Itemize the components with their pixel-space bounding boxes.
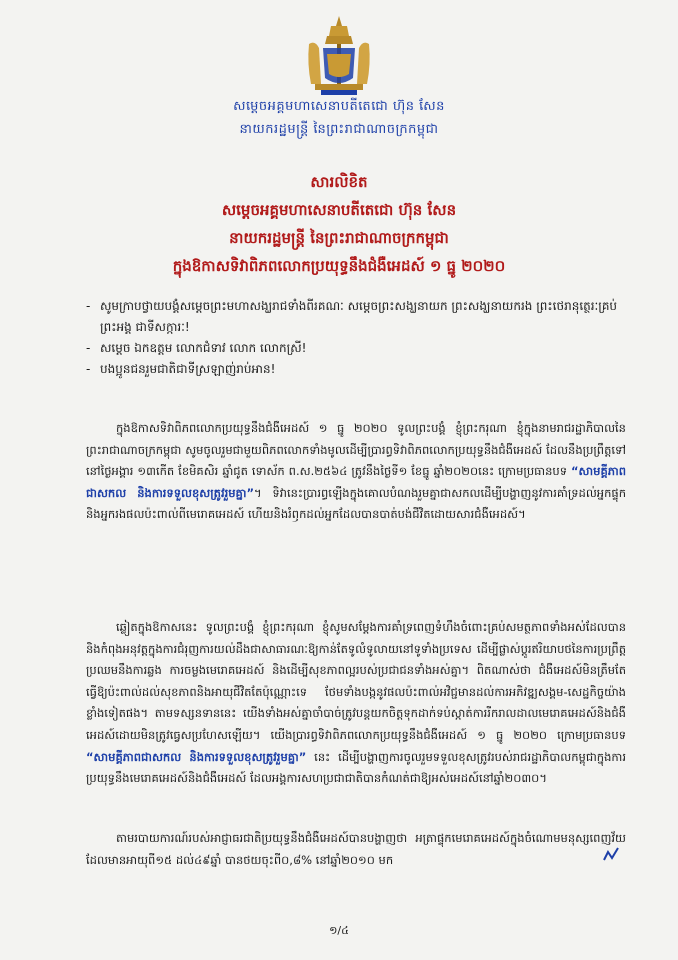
greeting-text: សូមក្រាបថ្វាយបង្គំសម្តេចព្រះមហាសង្ឃរាជទាំងពីរគណៈ សម្តេចព្រះសង្ឃនាយក ព្រះសង្ឃនាយករង ព្រះថេរានុត្ថេរៈគ្រប់ព្រះអង្គ ជាទីសក្ការៈ!	[100, 299, 618, 334]
author-title-header: នាយករដ្ឋមន្ត្រី នៃព្រះរាជាណាចក្រកម្ពុជា	[239, 122, 439, 137]
greeting-text: បងប្អូនជនរួមជាតិជាទីស្រឡាញ់រាប់អាន!	[100, 362, 276, 376]
greeting-item	[86, 296, 626, 338]
paragraph-1	[86, 418, 626, 526]
greeting-bullet: -	[86, 299, 91, 313]
letter-title	[0, 168, 678, 280]
paragraph-3-text: តាមរបាយការណ៍របស់អាជ្ញាធរជាតិប្រយុទ្ធនឹងជំងឺអេដស៍បានបង្ហាញថា អត្រាផ្ទុកមេរោគអេដស៍ក្នុងចំណោមមនុស្សពេញវ័យ ដែលមានអាយុពី១៥ ដល់៤៩ឆ្នាំ បានថយចុះពី០,៨% នៅឆ្នាំ២០១០ មក	[86, 831, 626, 867]
greeting-item	[86, 359, 626, 380]
paragraph-1-text-b: ។ ទិវានេះប្រារព្ធឡើងក្នុងគោលបំណងរួមគ្នាជាសកលដើម្បីបង្ហាញនូវការគាំទ្រដល់អ្នកផ្ទុកនិងអ្នករងផលប៉ះពាល់ពីមេរោគអេដស៍ ហើយនិងរំឭកដល់អ្នកដែលបានបាត់បង់ជីវិតដោយសារជំងឺអេដស៍។	[86, 485, 626, 522]
royal-emblem-icon	[301, 14, 377, 98]
pen-stroke-icon	[602, 846, 620, 864]
paragraph-3	[86, 828, 626, 871]
greeting-item	[86, 338, 626, 359]
paragraph-2	[86, 617, 626, 790]
paragraph-1-text-a: ក្នុងឱកាសទិវាពិភពលោកប្រយុទ្ធនឹងជំងឺអេដស៍ ១ ធ្នូ ២០២០ ទូលព្រះបង្គំ ខ្ញុំព្រះករុណា ខ្ញុំក្នុងនាមរាជរដ្ឋាភិបាលនៃព្រះរាជាណាចក្រកម្ពុជា សូមចូលរួមជាមួយពិភពលោកទាំងមូលដើម្បីប្រារព្ធទិវាពិភពលោកប្រយុទ្ធនឹងជំងឺអេដស៍ ដែលនឹងប្រព្រឹត្តទៅនៅថ្ងៃអង្គារ ១៣កើត ខែមិគសិរ ឆ្នាំជូត ទោស័ក ព.ស.២៥៦៤ ត្រូវនឹងថ្ងៃទី១ ខែធ្នូ ឆ្នាំ២០២០នេះ ក្រោមប្រធានបទ	[86, 421, 626, 479]
title-line-4: ក្នុងឱកាសទិវាពិភពលោកប្រយុទ្ធនឹងជំងឺអេដស៍ ១ ធ្នូ ២០២០	[172, 257, 506, 275]
greetings-list	[86, 296, 626, 380]
author-name-header: សម្តេចអគ្គមហាសេនាបតីតេជោ ហ៊ុន សែន	[233, 99, 445, 114]
greeting-text: សម្តេច ឯកឧត្តម លោកជំទាវ លោក លោកស្រី!	[100, 341, 307, 355]
paragraph-2-text-a: ឆ្លៀតក្នុងឱកាសនេះ ទូលព្រះបង្គំ ខ្ញុំព្រះករុណា ខ្ញុំសូមសម្តែងការគាំទ្រពេញទំហឹងចំពោះគ្រប់សមត្ថភាពទាំងអស់ដែលបាននិងកំពុងអនុវត្តក្នុងការជំរុញការយល់ដឹងជាសាធារណៈឱ្យកាន់តែទូលំទូលាយនៅទូទាំងប្រទេស ដើម្បីផ្លាស់ប្តូរឥរិយាបថនៃការប្រព្រឹត្តប្រឈមនឹងការឆ្លង ការចម្លងមេរោគអេដស៍ និងដើម្បីសុខភាពល្អរបស់ប្រជាជនទាំងអស់គ្នា។ ពិតណាស់ថា ជំងឺអេដស៍មិនត្រឹមតែធ្វើឱ្យប៉ះពាល់ដល់សុខភាពនិងអាយុជីវិតតែប៉ុណ្ណោះទេ ថែមទាំងបង្កនូវផលប៉ះពាល់អវិជ្ជមានដល់ការអភិវឌ្ឍសង្គម-សេដ្ឋកិច្ចយ៉ាងខ្លាំងទៀតផង។ តាមទស្សនទាននេះ យើងទាំងអស់គ្នាចាំបាច់ត្រូវបន្តយកចិត្តទុកដាក់ទប់ស្កាត់ការរីករាលដាលមេរោគអេដស៍និងជំងឺអេដស៍ដោយមិនត្រូវធ្វេសប្រហែសឡើយ។ យើងប្រារព្ធទិវាពិភពលោកប្រយុទ្ធនឹងជំងឺអេដស៍ ១ ធ្នូ ២០២០ ក្រោមប្រធានបទ	[86, 620, 626, 742]
theme-quote: “សាមគ្គីភាពជាសកល និងការទទួលខុសត្រូវរួមគ្នា”	[86, 464, 626, 500]
paragraph-2-text-b: នេះ ដើម្បីបង្ហាញការចូលរួមទទួលខុសត្រូវរបស់រាជរដ្ឋាភិបាលកម្ពុជាក្នុងការប្រយុទ្ធនឹងមេរោគអេដស៍និងជំងឺអេដស៍ ដែលអង្គការសហប្រជាជាតិបានកំណត់ជាឱ្យអស់អេដស៍នៅឆ្នាំ២០៣០។	[86, 749, 626, 786]
title-line-1: សារលិខិត	[310, 173, 368, 191]
theme-quote: “សាមគ្គីភាពជាសកល និងការទទួលខុសត្រូវរួមគ្នា”	[86, 749, 307, 764]
greeting-bullet: -	[86, 341, 91, 355]
title-line-2: សម្តេចអគ្គមហាសេនាបតីតេជោ ហ៊ុន សែន	[221, 201, 457, 219]
page-number: ១/៤	[329, 924, 349, 937]
greeting-bullet: -	[86, 362, 91, 376]
title-line-3: នាយករដ្ឋមន្ត្រី នៃព្រះរាជាណាចក្រកម្ពុជា	[229, 229, 449, 247]
